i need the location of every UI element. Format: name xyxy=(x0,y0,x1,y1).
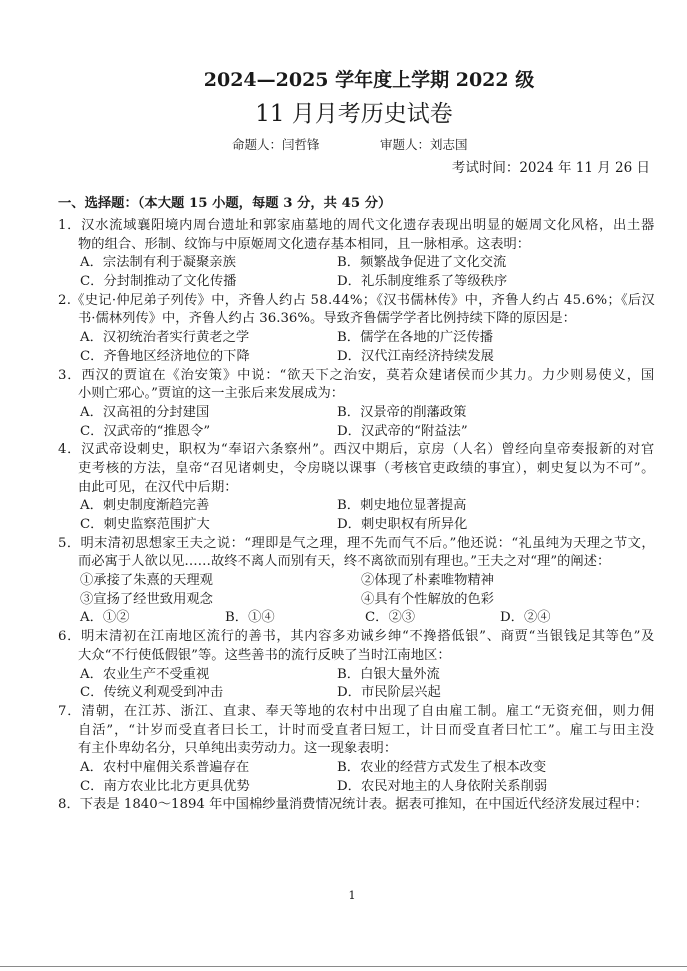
question-number: 5． xyxy=(58,535,81,551)
option-a: A．农村中雇佣关系普遍存在 xyxy=(80,759,250,775)
option-c: C．汉武帝的“推恩令” xyxy=(80,423,211,439)
question-number: 1． xyxy=(58,218,82,233)
question-number: 8． xyxy=(58,797,80,813)
question-4 xyxy=(58,441,655,534)
question-stem-line: 由此可见，在汉代中后期： xyxy=(78,479,238,495)
question-5 xyxy=(58,535,655,628)
question-stem-line xyxy=(58,535,655,554)
question-stem-line xyxy=(58,703,655,722)
option-b: B．农业的经营方式发生了根本改变 xyxy=(337,759,547,775)
question-stem-line: 小则亡邪心。”贾谊的这一主张后来发展成为： xyxy=(78,386,345,402)
option-c: C．分封制推动了文化传播 xyxy=(80,274,237,290)
question-stem-text: 西汉的贾谊在《治安策》中说：“欲天下之治安，莫若众建诸侯而少其力。力少则易使义，国 xyxy=(81,367,655,383)
option-a: A．宗法制有利于凝聚亲族 xyxy=(80,255,236,271)
options-row xyxy=(58,759,655,778)
question-stem-line: 有主仆卑幼名分，只单纯出卖劳动力。这一现象表明： xyxy=(78,741,398,757)
options-row xyxy=(58,423,655,442)
statement-3: ③宣扬了经世致用观念 xyxy=(80,591,213,607)
question-number: 2. xyxy=(58,292,72,308)
option-d: D．②④ xyxy=(500,610,551,626)
options-row xyxy=(58,348,655,367)
question-stem-text: 汉武帝设刺史，职权为“奉诏六条察州”。西汉中期后，京房（人名）曾经向皇帝奏报新的对官 xyxy=(81,442,655,458)
option-c: C．南方农业比北方更具优势 xyxy=(80,778,250,794)
statements-row xyxy=(58,572,655,591)
option-c: C．②③ xyxy=(365,610,416,626)
option-a: A．刺史制度渐趋完善 xyxy=(80,498,210,514)
options-row xyxy=(58,684,655,703)
question-2 xyxy=(58,292,655,367)
question-6 xyxy=(58,628,655,703)
option-d: D．刺史职权有所异化 xyxy=(337,517,468,532)
statement-4: ④具有个性解放的色彩 xyxy=(361,591,494,607)
question-stem-line xyxy=(58,628,655,647)
option-b: B．儒学在各地的广泛传播 xyxy=(337,330,494,346)
option-d: D．礼乐制度维系了等级秩序 xyxy=(337,274,508,290)
question-number: 6． xyxy=(58,629,82,645)
option-a: A．农业生产不受重视 xyxy=(80,666,210,682)
options-row xyxy=(58,516,655,535)
question-1 xyxy=(58,217,655,292)
question-7 xyxy=(58,703,655,796)
option-b: B．频繁战争促进了文化交流 xyxy=(337,255,507,271)
options-row xyxy=(58,273,655,292)
exam-time: 考试时间：2024 年 11 月 26 日 xyxy=(451,160,650,176)
option-d: D．汉武帝的“附益法” xyxy=(337,423,468,439)
option-d: D．市民阶层兴起 xyxy=(337,685,441,701)
question-3 xyxy=(58,367,655,442)
question-stem-line xyxy=(58,217,655,236)
question-stem-line: 物的组合、形制、纹饰与中原姬周文化遗存基本相同，且一脉相承。这表明： xyxy=(78,236,531,252)
question-number: 7． xyxy=(58,703,82,719)
exam-title: 2024—2025 学年度上学期 2022 级 xyxy=(203,69,535,91)
section-heading: 一、选择题：（本大题 15 小题，每题 3 分，共 45 分） xyxy=(58,196,392,211)
question-8 xyxy=(58,796,655,815)
option-b: B．①④ xyxy=(225,610,275,626)
option-a: A．汉初统治者实行黄老之学 xyxy=(80,330,250,346)
option-a: A．汉高祖的分封建国 xyxy=(80,404,210,420)
question-stem-line xyxy=(58,367,655,386)
question-stem-line xyxy=(58,796,655,815)
option-c: C．齐鲁地区经济地位的下降 xyxy=(80,348,250,364)
statements-row xyxy=(58,591,655,610)
option-c: C．传统义利观受到冲击 xyxy=(80,685,224,701)
options-row xyxy=(58,497,655,516)
page-number: 1 xyxy=(348,888,356,902)
question-setter: 命题人：闫哲锋 xyxy=(232,137,320,152)
exam-subtitle: 11 月月考历史试卷 xyxy=(255,101,453,127)
question-number: 4． xyxy=(58,442,82,458)
question-stem-line xyxy=(58,292,655,311)
options-row xyxy=(58,778,655,797)
question-reviewer: 审题人：刘志国 xyxy=(380,137,468,152)
option-d: D．汉代江南经济持续发展 xyxy=(337,348,494,364)
statement-2: ②体现了朴素唯物精神 xyxy=(361,573,494,589)
options-row xyxy=(58,609,655,628)
question-stem-line: 书·儒林列传》中，齐鲁人约占 36.36%。导致齐鲁儒学学者比例持续下降的原因是： xyxy=(78,311,576,327)
option-b: B．白银大量外流 xyxy=(337,666,440,682)
statement-1: ①承接了朱熹的天理观 xyxy=(80,573,213,589)
question-stem-line: 大众“不行使低假银”等。这些善书的流行反映了当时江南地区： xyxy=(78,647,451,663)
options-row xyxy=(58,254,655,273)
options-row xyxy=(58,329,655,348)
question-stem-text: 汉水流域襄阳境内周台遗址和郭家庙墓地的周代文化遗存表现出明显的姬周文化风格，出土器 xyxy=(81,218,655,233)
options-row xyxy=(58,404,655,423)
question-stem-line: 吏考核的方法，皇帝“召见诸刺史，令房晓以课事（考核官吏政绩的事宜），刺史复以为不可”。 xyxy=(78,460,655,476)
option-b: B．刺史地位显著提高 xyxy=(337,498,467,514)
option-d: D．农民对地主的人身依附关系削弱 xyxy=(337,778,548,794)
question-number: 3． xyxy=(58,367,82,383)
page-bottom-rule xyxy=(0,966,687,967)
question-list xyxy=(58,217,655,815)
option-b: B．汉景帝的削藩政策 xyxy=(337,404,467,420)
question-stem-text: 下表是 1840～1894 年中国棉纱量消费情况统计表。据表可推知，在中国近代经济发展过程中： xyxy=(79,797,648,813)
question-stem-text: 明末清初在江南地区流行的善书，其内容多劝诫乡绅“不搀搭低银”、商贾“当银钱足其等色”及 xyxy=(81,629,655,645)
question-stem-line xyxy=(58,441,655,460)
option-c: C．刺史监察范围扩大 xyxy=(80,517,210,532)
option-a: A．①② xyxy=(80,610,130,626)
options-row xyxy=(58,666,655,685)
question-stem-line: 而必寓于人欲以见……故终不离人而别有天，终不离欲而别有理也。”王夫之对“理”的阐述： xyxy=(78,554,611,570)
question-stem-text: 明末清初思想家王夫之说：“理即是气之理，理不先而气不后。”他还说：“礼虽纯为天理之节文， xyxy=(80,535,655,551)
question-stem-text: 《史记·仲尼弟子列传》中，齐鲁人约占 58.44%；《汉书儒林传》中，齐鲁人约占 45.6%；《后汉 xyxy=(71,292,655,308)
question-stem-line: 自活”，“计岁而受直者曰长工，计时而受直者曰短工，计日而受直者曰忙工”。雇工与田主没 xyxy=(78,722,655,738)
question-stem-text: 清朝，在江苏、浙江、直隶、奉天等地的农村中出现了自由雇工制。雇工“无资充佃，则力佣 xyxy=(81,703,655,719)
